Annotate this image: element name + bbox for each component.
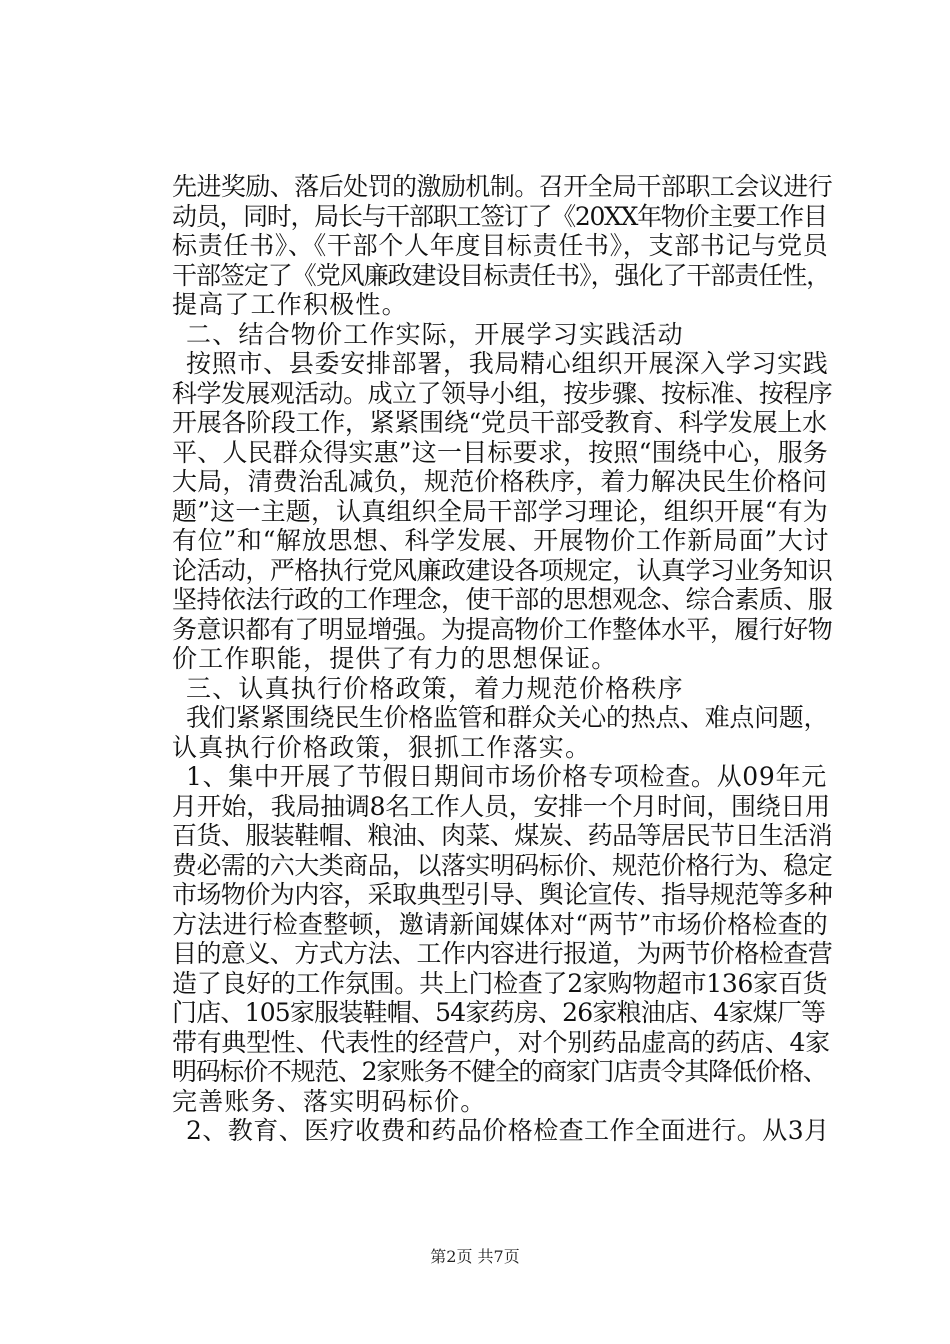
text-line: 按照市、县委安排部署，我局精心组织开展深入学习实践: [186, 349, 829, 378]
text-line: 目的意义、方式方法、工作内容进行报道，为两节价格检查营: [172, 939, 833, 968]
text-line: 造了良好的工作氛围。共上门检查了2家购物超市136家百货: [172, 968, 828, 998]
text-line: 认真执行价格政策，狠抓工作落实。: [172, 732, 592, 762]
text-line: 大局，清费治乱减负，规范价格秩序，着力解决民生价格问: [172, 467, 828, 496]
text-line: 三、认真执行价格政策，着力规范价格秩序: [186, 673, 684, 703]
text-line: 价工作职能，提供了有力的思想保证。: [172, 644, 618, 673]
text-line: 有位”和“解放思想、科学发展、开展物价工作新局面”大讨: [172, 526, 830, 555]
text-line: 动员，同时，局长与干部职工签订了《20XX年物价主要工作目: [172, 201, 827, 231]
text-line: 门店、105家服装鞋帽、54家药房、26家粮油店、4家煤厂等: [172, 998, 826, 1027]
text-line: 2、教育、医疗收费和药品价格检查工作全面进行。从3月: [186, 1116, 830, 1145]
document-body: [172, 172, 832, 1146]
text-line: 干部签定了《党风廉政建设目标责任书》，强化了干部责任性，: [172, 260, 831, 290]
text-line: 坚持依法行政的工作理念，使干部的思想观念、综合素质、服: [172, 585, 833, 614]
text-line: 标责任书》、《干部个人年度目标责任书》，支部书记与党员: [172, 231, 829, 260]
page-footer: 第2页 共7页: [430, 1247, 520, 1266]
text-line: 科学发展观活动。成立了领导小组，按步骤、按标准、按程序: [172, 378, 833, 408]
text-line: 提高了工作积极性。: [172, 290, 408, 319]
text-line: 1、集中开展了节假日期间市场价格专项检查。从09年元: [186, 762, 827, 791]
text-line: 百货、服装鞋帽、粮油、肉菜、煤炭、药品等居民节日生活消: [172, 821, 833, 850]
text-line: 我们紧紧围绕民生价格监管和群众关心的热点、难点问题，: [186, 703, 829, 732]
text-line: 完善账务、落实明码标价。: [172, 1086, 487, 1116]
text-line: 论活动，严格执行党风廉政建设各项规定，认真学习业务知识: [172, 555, 833, 585]
text-line: 题”这一主题，认真组织全局干部学习理论，组织开展“有为: [172, 496, 828, 526]
text-line: 明码标价不规范、2家账务不健全的商家门店责令其降低价格、: [172, 1057, 827, 1086]
text-line: 带有典型性、代表性的经营户，对个别药品虚高的药店、4家: [172, 1027, 830, 1057]
text-line: 费必需的六大类商品，以落实明码标价、规范价格行为、稳定: [172, 850, 833, 880]
text-line: 二、结合物价工作实际，开展学习实践活动: [186, 319, 684, 349]
text-line: 方法进行检查整顿，邀请新闻媒体对“两节”市场价格检查的: [172, 909, 828, 939]
text-line: 月开始，我局抽调8名工作人员，安排一个月时间，围绕日用: [172, 791, 830, 821]
text-line: 先进奖励、落后处罚的激励机制。召开全局干部职工会议进行: [172, 172, 833, 201]
text-line: 市场物价为内容，采取典型引导、舆论宣传、指导规范等多种: [172, 880, 833, 909]
text-line: 开展各阶段工作，紧紧围绕“党员干部受教育、科学发展上水: [172, 408, 827, 437]
text-line: 平、人民群众得实惠”这一目标要求，按照“围绕中心，服务: [172, 437, 828, 467]
text-line: 务意识都有了明显增强。为提高物价工作整体水平，履行好物: [172, 614, 833, 644]
